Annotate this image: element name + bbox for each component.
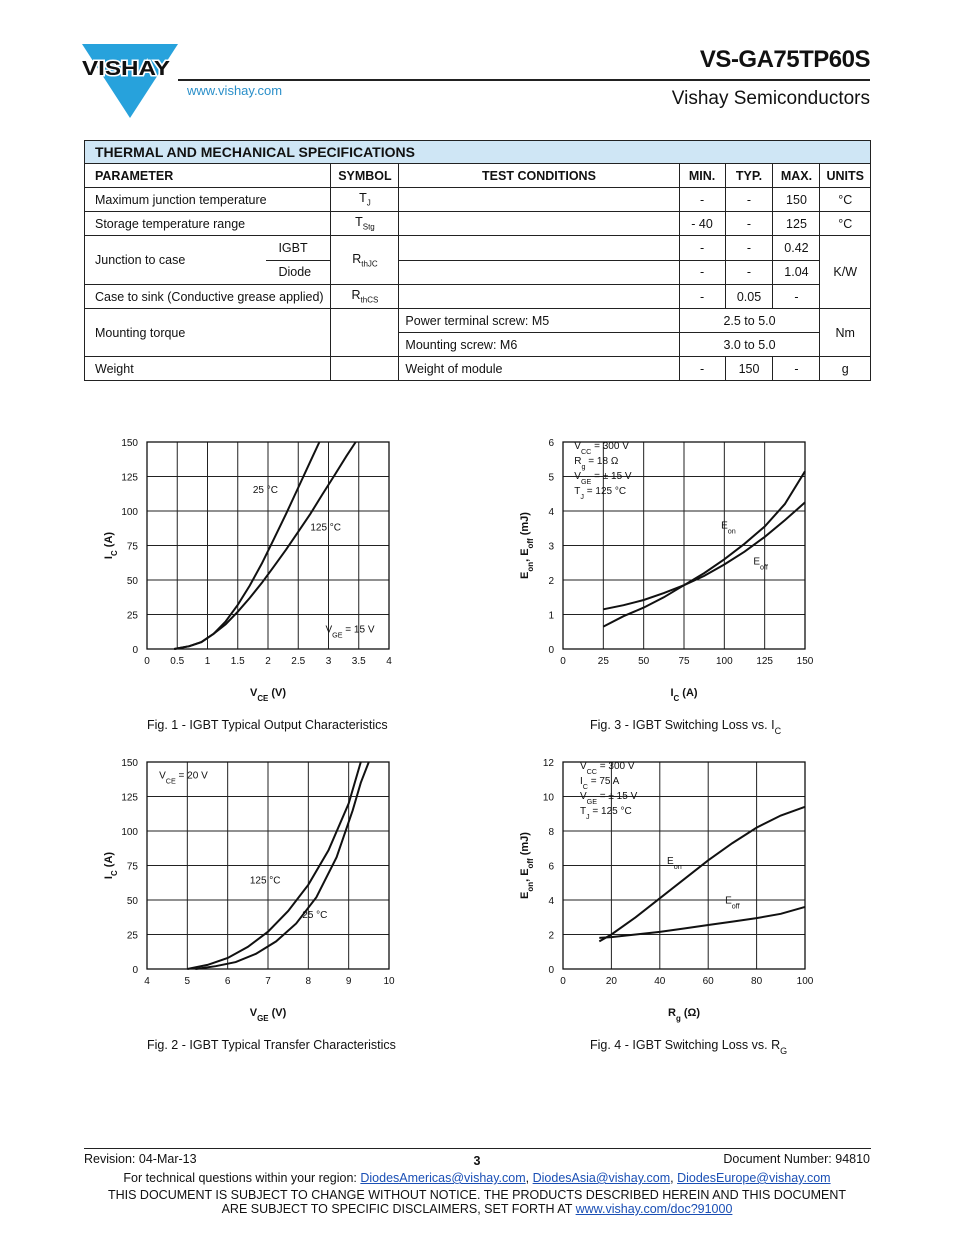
- typ-cell: -: [725, 212, 773, 236]
- curve-annotation: [310, 522, 341, 533]
- figure-caption: [147, 1038, 396, 1052]
- text-part: , E: [519, 548, 531, 562]
- x-tick-label: 80: [751, 976, 763, 987]
- col-header: MAX.: [773, 164, 820, 188]
- unit-cell: g: [820, 357, 871, 381]
- subscript: on: [525, 561, 535, 572]
- disclaimer-text: ARE SUBJECT TO SPECIFIC DISCLAIMERS, SET FORTH AT: [221, 1202, 576, 1216]
- cond-cell: [399, 212, 679, 236]
- curve-annotation: [250, 875, 281, 886]
- x-tick-label: 50: [638, 656, 650, 667]
- x-tick-label: 10: [383, 976, 395, 987]
- text-part: (V): [268, 1007, 287, 1019]
- param-label: Junction to case: [95, 253, 186, 267]
- figure-caption: [147, 718, 388, 732]
- text-part: I: [579, 775, 583, 787]
- text-part: = ± 15 V: [597, 790, 638, 802]
- y-tick-label: 125: [121, 792, 138, 804]
- cond-cell: [399, 285, 679, 309]
- symbol-cell: $T_J$: [331, 188, 399, 212]
- subscript: off: [525, 538, 535, 549]
- cond-cell: Mounting screw: M6: [399, 333, 679, 357]
- text-part: R: [574, 455, 582, 467]
- y-tick-label: 0: [548, 965, 554, 976]
- max-cell: 0.42: [773, 236, 820, 261]
- x-axis-label: [250, 687, 286, 703]
- subscript: G: [780, 1046, 788, 1056]
- x-tick-label: 0.5: [170, 656, 185, 667]
- unit-cell: K/W: [820, 236, 871, 309]
- text-part: E: [725, 895, 732, 907]
- text-part: V: [249, 687, 258, 699]
- typ-cell: 150: [725, 357, 773, 381]
- param-cell: Maximum junction temperature: [85, 188, 331, 212]
- cond-cell: Weight of module: [399, 357, 679, 381]
- x-tick-label: 1: [204, 656, 211, 667]
- table-row: [85, 212, 871, 236]
- x-tick-label: 0: [144, 656, 150, 667]
- text-part: , E: [519, 868, 531, 882]
- x-tick-label: 3: [325, 656, 332, 667]
- subscript: J: [580, 491, 584, 501]
- sub-param-diode: Diode: [278, 265, 312, 280]
- param-cell: [85, 236, 331, 285]
- text-part: V: [574, 470, 581, 482]
- max-cell: 125: [773, 212, 820, 236]
- curve-annotation: [253, 485, 278, 496]
- subscript: on: [525, 881, 535, 892]
- curve-annotation: [325, 624, 374, 639]
- text-part: R: [668, 1007, 676, 1019]
- x-tick-label: 7: [265, 976, 271, 987]
- x-tick-label: 100: [715, 656, 733, 667]
- table-row: [85, 357, 871, 381]
- questions-text: For technical questions within your region:: [123, 1171, 361, 1185]
- subscript: off: [731, 900, 740, 910]
- y-tick-label: 10: [542, 792, 554, 804]
- table-row: [85, 188, 871, 212]
- unit-cell: °C: [820, 188, 871, 212]
- subscript: C: [673, 693, 680, 703]
- text-part: = 20 V: [175, 770, 208, 782]
- text-part: Fig. 2 - IGBT Typical Transfer Characteristics: [147, 1038, 396, 1052]
- x-tick-label: 6: [224, 976, 231, 987]
- table-row: [85, 236, 871, 261]
- subscript: CE: [257, 693, 269, 703]
- y-tick-label: 150: [121, 438, 138, 449]
- y-tick-label: 100: [121, 507, 138, 518]
- typ-cell: -: [725, 260, 773, 285]
- min-cell: -: [679, 260, 725, 285]
- x-tick-label: 0: [560, 656, 566, 667]
- company-name: Vishay Semiconductors: [671, 88, 870, 109]
- chart-fig2-transfer-characteristics: [0, 740, 477, 1050]
- text-part: T: [579, 805, 587, 817]
- typ-cell: -: [725, 188, 773, 212]
- subscript: CC: [580, 446, 592, 456]
- subscript: CC: [586, 766, 598, 776]
- y-tick-label: 0: [548, 645, 554, 656]
- curve-annotation: [159, 771, 208, 786]
- text-part: = 75 A: [587, 775, 620, 787]
- col-header: PARAMETER: [85, 164, 331, 188]
- x-tick-label: 4: [144, 976, 150, 987]
- cond-cell: [399, 236, 679, 261]
- min-cell: -: [679, 236, 725, 261]
- y-tick-label: 1: [548, 610, 554, 622]
- text-part: (mJ): [519, 832, 531, 859]
- x-tick-label: 150: [796, 656, 814, 667]
- text-part: V: [574, 440, 581, 452]
- text-part: 25 °C: [302, 909, 328, 921]
- x-tick-label: 9: [345, 976, 352, 987]
- y-tick-label: 12: [542, 758, 554, 769]
- subscript: GE: [586, 796, 598, 806]
- x-tick-label: 100: [796, 976, 814, 987]
- table-title: THERMAL AND MECHANICAL SPECIFICATIONS: [85, 141, 871, 164]
- vishay-logo: [82, 44, 178, 120]
- curve-annotation: [302, 910, 327, 921]
- col-header: MIN.: [679, 164, 725, 188]
- x-tick-label: 1.5: [230, 656, 245, 667]
- condition-annotation: [574, 486, 626, 501]
- figure-caption: [590, 1038, 787, 1056]
- text-part: 125 °C: [249, 875, 281, 887]
- text-part: (A): [103, 531, 115, 551]
- curve-annotation: [667, 856, 682, 871]
- footer-rule: [84, 1148, 871, 1149]
- text-part: (mJ): [519, 512, 531, 539]
- text-part: E: [519, 891, 531, 899]
- text-part: (V): [268, 687, 287, 699]
- condition-annotation: [574, 456, 619, 471]
- text-part: = 125 °C: [589, 805, 632, 817]
- y-tick-label: 8: [548, 827, 554, 838]
- curve-annotation: [725, 895, 740, 910]
- table-row: [85, 285, 871, 309]
- symbol-cell: [331, 309, 399, 357]
- text-part: (A): [103, 851, 115, 871]
- subscript: on: [727, 525, 736, 535]
- y-tick-label: 50: [126, 576, 138, 587]
- x-tick-label: 5: [184, 976, 191, 987]
- disclaimer-line-2: [0, 1202, 954, 1216]
- text-part: V: [159, 770, 166, 782]
- y-tick-label: 125: [121, 472, 138, 484]
- website-link[interactable]: www.vishay.com: [187, 83, 283, 98]
- y-tick-label: 6: [548, 438, 554, 449]
- y-tick-label: 0: [132, 965, 138, 976]
- max-cell: 1.04: [773, 260, 820, 285]
- condition-annotation: [580, 776, 620, 791]
- table-header-row: [85, 164, 871, 188]
- email-americas-link[interactable]: DiodesAmericas@vishay.com: [360, 1171, 526, 1185]
- header-rule: [178, 79, 870, 81]
- series-line: [599, 907, 805, 938]
- y-tick-label: 4: [548, 507, 554, 518]
- unit-cell: °C: [820, 212, 871, 236]
- condition-annotation: [580, 806, 632, 821]
- typ-cell: -: [725, 236, 773, 261]
- figure-caption: [590, 718, 782, 736]
- col-header: TYP.: [725, 164, 773, 188]
- subscript: C: [774, 726, 782, 736]
- part-number: VS-GA75TP60S: [699, 46, 870, 73]
- param-cell: Case to sink (Conductive grease applied): [85, 285, 331, 309]
- series-line: [599, 807, 805, 942]
- y-tick-label: 5: [548, 472, 554, 484]
- typ-cell: 0.05: [725, 285, 773, 309]
- text-part: 125 °C: [310, 522, 342, 534]
- text-part: Fig. 4 - IGBT Switching Loss vs. R: [590, 1038, 781, 1052]
- revision: Revision: 04-Mar-13: [84, 1152, 197, 1166]
- chart-fig4-switching-loss-vs-rg: [477, 740, 954, 1056]
- x-tick-label: 20: [605, 976, 617, 987]
- subscript: J: [586, 811, 590, 821]
- text-part: = 125 °C: [583, 485, 627, 497]
- text-part: V: [579, 760, 587, 772]
- curve-annotation: [753, 556, 768, 571]
- subscript: C: [582, 781, 588, 791]
- y-tick-label: 50: [126, 896, 138, 907]
- y-tick-label: 4: [548, 896, 554, 907]
- x-tick-label: 8: [305, 976, 312, 987]
- text-part: V: [249, 1007, 258, 1019]
- subscript: C: [109, 870, 119, 876]
- col-header: SYMBOL: [331, 164, 399, 188]
- document-number: Document Number: 94810: [723, 1152, 870, 1166]
- param-cell: Weight: [85, 357, 331, 381]
- y-tick-label: 75: [126, 861, 138, 873]
- text-part: = 300 V: [597, 760, 635, 772]
- subscript: C: [109, 550, 119, 556]
- thermal-mechanical-table: [84, 140, 871, 381]
- y-axis-label: [519, 832, 535, 899]
- subscript: GE: [332, 629, 343, 639]
- y-axis-label: [103, 852, 119, 879]
- y-tick-label: 6: [548, 861, 554, 873]
- x-axis-label: [250, 1007, 287, 1023]
- subscript: GE: [257, 1013, 269, 1023]
- col-header: TEST CONDITIONS: [399, 164, 679, 188]
- x-axis-label: [668, 1007, 700, 1023]
- text-part: I: [670, 687, 674, 699]
- y-tick-label: 25: [126, 610, 138, 622]
- table-row: [85, 309, 871, 333]
- text-part: V: [325, 624, 333, 636]
- text-part: V: [579, 790, 587, 802]
- text-part: = 15 V: [342, 624, 375, 636]
- text-part: = 18 Ω: [585, 455, 619, 467]
- y-tick-label: 100: [121, 827, 138, 838]
- x-tick-label: 125: [756, 656, 774, 667]
- subscript: GE: [580, 476, 592, 486]
- x-tick-label: 4: [386, 656, 392, 667]
- x-tick-label: 0: [560, 976, 566, 987]
- x-tick-label: 40: [654, 976, 666, 987]
- text-part: I: [103, 875, 115, 880]
- symbol-cell: $R_{thJC}$: [331, 236, 399, 285]
- col-header: UNITS: [820, 164, 871, 188]
- text-part: Fig. 3 - IGBT Switching Loss vs. I: [590, 718, 775, 732]
- curve-annotation: [721, 520, 736, 535]
- x-tick-label: 75: [678, 656, 690, 667]
- symbol-cell: $T_{Stg}$: [331, 212, 399, 236]
- y-tick-label: 150: [121, 758, 138, 769]
- cond-cell: Power terminal screw: M5: [399, 309, 679, 333]
- param-cell: Storage temperature range: [85, 212, 331, 236]
- chart-fig1-output-characteristics: [0, 420, 477, 730]
- series-line: [603, 502, 805, 609]
- condition-annotation: [580, 791, 638, 806]
- text-part: E: [721, 520, 728, 532]
- y-tick-label: 2: [548, 576, 554, 587]
- symbol-cell: [331, 357, 399, 381]
- value-cell: 3.0 to 5.0: [679, 333, 820, 357]
- y-tick-label: 2: [548, 930, 554, 942]
- disclaimer-line-1: THIS DOCUMENT IS SUBJECT TO CHANGE WITHOUT NOTICE. THE PRODUCTS DESCRIBED HEREIN AND THIS DOCUMENT: [107, 1188, 847, 1202]
- text-part: (A): [679, 687, 698, 699]
- text-part: = 300 V: [591, 440, 629, 452]
- page-number: 3: [473, 1154, 481, 1168]
- x-axis-label: [670, 687, 697, 703]
- y-tick-label: 75: [126, 541, 138, 553]
- subscript: off: [760, 561, 768, 571]
- text-part: E: [667, 855, 674, 867]
- text-part: (Ω): [680, 1007, 700, 1019]
- max-cell: -: [773, 357, 820, 381]
- y-axis-label: [519, 512, 535, 579]
- text-part: E: [753, 556, 761, 568]
- condition-annotation: [580, 761, 635, 776]
- text-part: T: [574, 485, 581, 497]
- y-tick-label: 0: [132, 645, 138, 656]
- sep: ,: [670, 1171, 678, 1185]
- cond-cell: [399, 188, 679, 212]
- unit-cell: Nm: [820, 309, 871, 357]
- text-part: = ± 15 V: [591, 470, 632, 482]
- x-tick-label: 2.5: [291, 656, 306, 667]
- text-part: Fig. 1 - IGBT Typical Output Characteristics: [147, 718, 388, 732]
- subscript: CE: [165, 776, 176, 786]
- questions-line: [0, 1171, 954, 1185]
- email-asia-link[interactable]: DiodesAsia@vishay.com: [532, 1171, 671, 1185]
- subscript: g: [675, 1013, 681, 1023]
- min-cell: -: [679, 285, 725, 309]
- min-cell: -: [679, 188, 725, 212]
- x-tick-label: 2: [265, 656, 271, 667]
- value-cell: 2.5 to 5.0: [679, 309, 820, 333]
- chart-fig3-switching-loss-vs-ic: [477, 420, 954, 736]
- y-tick-label: 3: [548, 541, 554, 553]
- disclaimer-link[interactable]: www.vishay.com/doc?91000: [575, 1202, 733, 1216]
- max-cell: 150: [773, 188, 820, 212]
- text-part: I: [103, 555, 115, 560]
- y-axis-label: [103, 532, 119, 559]
- text-part: E: [519, 571, 531, 579]
- min-cell: - 40: [679, 212, 725, 236]
- logo-lettering: VISHAY: [82, 57, 171, 80]
- symbol-cell: $R_{thCS}$: [331, 285, 399, 309]
- x-tick-label: 25: [597, 656, 609, 667]
- y-tick-label: 25: [126, 930, 138, 942]
- param-cell: Mounting torque: [85, 309, 331, 357]
- min-cell: -: [679, 357, 725, 381]
- x-tick-label: 3.5: [351, 656, 366, 667]
- sub-param-igbt: IGBT: [266, 236, 330, 261]
- email-europe-link[interactable]: DiodesEurope@vishay.com: [677, 1171, 831, 1185]
- text-part: 25 °C: [252, 485, 278, 497]
- subscript: g: [581, 461, 586, 471]
- subscript: off: [525, 858, 535, 869]
- cond-cell: [399, 260, 679, 285]
- subscript: on: [673, 861, 682, 871]
- x-tick-label: 60: [702, 976, 714, 987]
- max-cell: -: [773, 285, 820, 309]
- sep: ,: [525, 1171, 533, 1185]
- condition-annotation: [574, 441, 629, 456]
